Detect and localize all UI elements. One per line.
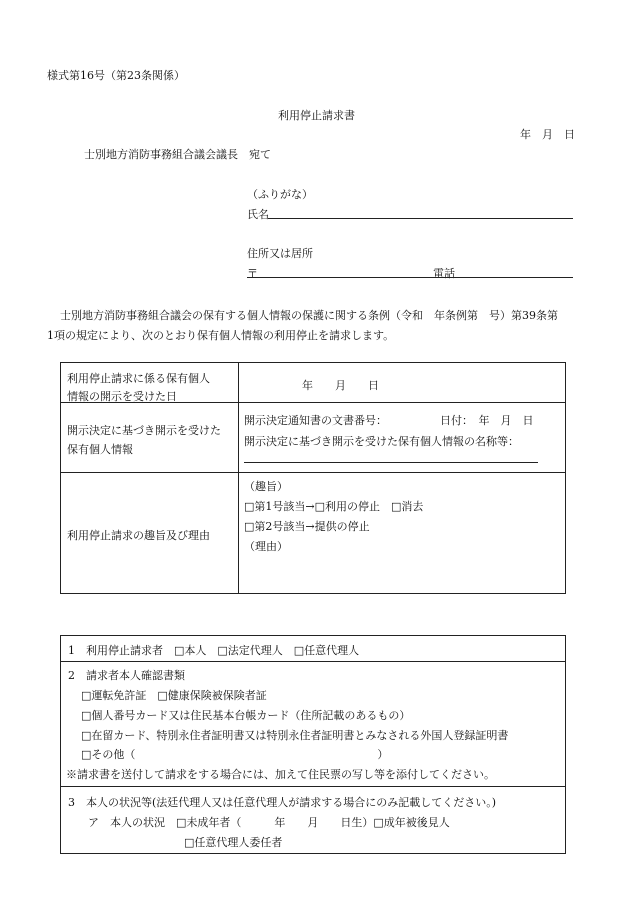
- row2-label-line1: 開示決定に基づき開示を受けた: [67, 424, 221, 437]
- id-docs-line2[interactable]: □個人番号カード又は住民基本台帳カード（住所記載のあるもの）: [81, 709, 411, 722]
- body-text-1: 士別地方消防事務組合議会の保有する個人情報の保護に関する条例（令和 年条例第 号）第39条第: [60, 309, 558, 322]
- name-label: 氏名: [247, 208, 269, 221]
- postal-mark: 〒: [247, 267, 258, 280]
- reason-heading: （理由）: [244, 540, 288, 553]
- section1-requester[interactable]: 1 利用停止請求者 □本人 □法定代理人 □任意代理人: [68, 644, 360, 657]
- table-row-divider: [60, 472, 566, 473]
- requester-section-divider: [60, 661, 566, 662]
- row3-label: 利用停止請求の趣旨及び理由: [67, 529, 210, 542]
- doc-date-label[interactable]: 日付： 年 月 日: [440, 414, 534, 427]
- date-line: 年 月 日: [520, 128, 575, 141]
- purpose-heading: （趣旨）: [244, 480, 288, 493]
- purpose-option-1[interactable]: □第1号該当→□利用の停止 □消去: [244, 500, 424, 513]
- id-docs-line4[interactable]: □その他（ ）: [81, 748, 389, 761]
- doc-number-label[interactable]: 開示決定通知書の文書番号：: [244, 414, 387, 427]
- info-name-underline: [244, 462, 538, 463]
- row1-label-line1: 利用停止請求に係る保有個人: [67, 372, 210, 385]
- document-title: 利用停止請求書: [278, 109, 355, 122]
- disclosure-date-field[interactable]: 年 月 日: [302, 379, 379, 392]
- address-underline: [247, 277, 573, 278]
- purpose-option-2[interactable]: □第2号該当→提供の停止: [244, 520, 370, 533]
- principal-status-line2[interactable]: □任意代理人委任者: [184, 836, 283, 849]
- info-name-label[interactable]: 開示決定に基づき開示を受けた保有個人情報の名称等：: [244, 435, 519, 448]
- address-label: 住所又は居所: [247, 247, 313, 260]
- requester-section-divider: [60, 786, 566, 787]
- section3-title: 3 本人の状況等(法廷代理人又は任意代理人が請求する場合にのみ記載してください。): [68, 796, 497, 809]
- addressee: 士別地方消防事務組合議会議長 宛て: [84, 148, 271, 161]
- attachment-note: ※請求書を送付して請求をする場合には、加えて住民票の写し等を添付してください。: [66, 768, 495, 781]
- furigana-label: （ふりがな）: [247, 188, 313, 201]
- table-column-divider: [238, 362, 239, 594]
- row1-label-line2: 情報の開示を受けた日: [67, 390, 177, 403]
- body-text-2: 1項の規定により、次のとおり保有個人情報の利用停止を請求します。: [47, 329, 395, 342]
- principal-status-line1[interactable]: ア 本人の状況 □未成年者（ 年 月 日生）□成年被後見人: [88, 816, 450, 829]
- row2-label-line2: 保有個人情報: [67, 443, 133, 456]
- name-underline: [268, 218, 573, 219]
- section2-title: 2 請求者本人確認書類: [68, 669, 185, 682]
- form-number: 様式第16号（第23条関係）: [47, 69, 185, 82]
- phone-label: 電話: [433, 267, 455, 280]
- id-docs-line1[interactable]: □運転免許証 □健康保険被保険者証: [81, 689, 267, 702]
- id-docs-line3[interactable]: □在留カード、特別永住者証明書又は特別永住者証明書とみなされる外国人登録証明書: [81, 729, 509, 742]
